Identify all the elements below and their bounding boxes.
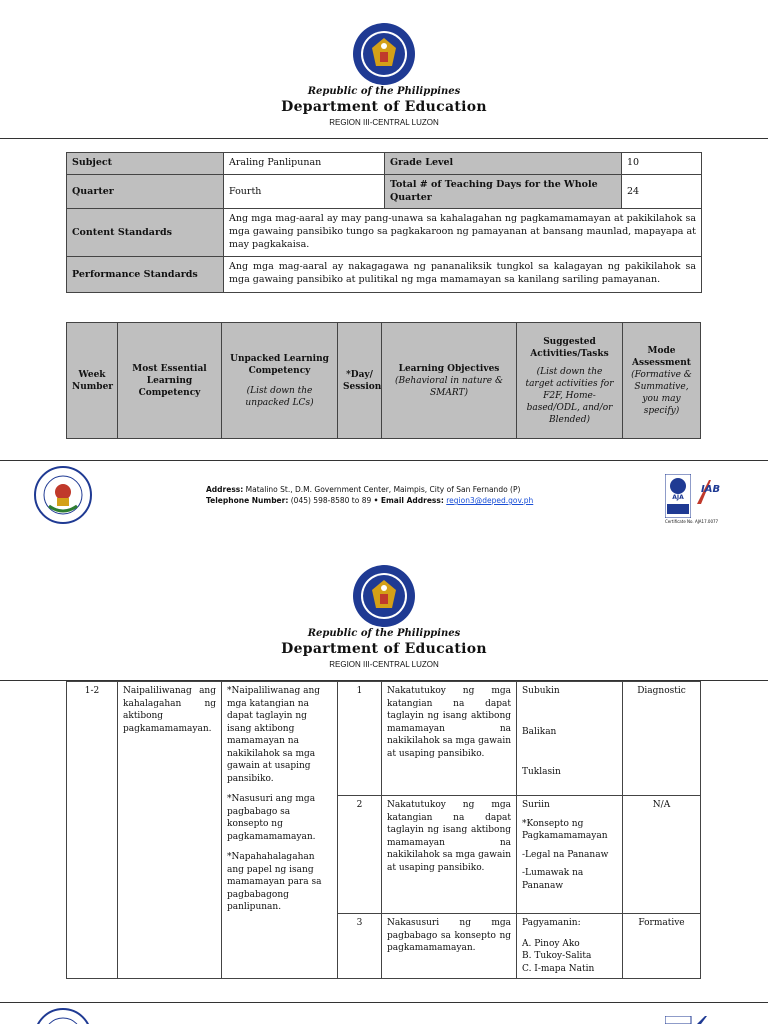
cert-logo-icon-2 [665, 1016, 727, 1024]
objective-3-cell: Nakasusuri ng mga pagbabago sa konsepto ng pagkamamamayan. [382, 914, 517, 979]
aja-label: AJA [672, 494, 684, 501]
col-unpacked [222, 323, 338, 439]
content-standards-value: Ang mga mag-aaral ay may pang-unawa sa kahalagahan ng pagkamamamayan at pakikilahok sa mga gawaing pansibiko tungo sa pagkakaroon ng pamayanan at bansang maunlad, mapayapa at may pagkakaisa. [224, 209, 702, 257]
col-unpacked-note: (List down the unpacked LCs) [245, 385, 314, 408]
email-label: Email Address: [380, 496, 444, 505]
day-1-cell: 1 [338, 682, 382, 796]
email-link[interactable]: region3@deped.gov.ph [446, 496, 534, 505]
melc-cell: Naipaliliwanag ang kahalagahan ng aktibong pagkamamamayan. [118, 682, 222, 979]
col-unpacked-title: Unpacked Learning Competency [230, 353, 329, 376]
col-activities-title: Suggested Activities/Tasks [530, 336, 609, 359]
days-label: Total # of Teaching Days for the Whole Quarter [385, 175, 622, 209]
address-label: Address: [206, 485, 244, 494]
day-3-cell: 3 [338, 914, 382, 979]
col-objectives-title: Learning Objectives [398, 363, 500, 374]
republic-text: Republic of the Philippines [307, 86, 461, 97]
activity-3b: A. Pinoy Ako [522, 938, 580, 949]
activity-1c: Tuklasin [522, 767, 561, 777]
phone-label: Telephone Number: [206, 496, 289, 505]
col-activities-note: (List down the target activities for F2F, Home-based/ODL, and/or Blended) [525, 366, 614, 425]
lesson-plan-table [66, 681, 701, 979]
footer-divider-2 [0, 1002, 768, 1003]
col-day: *Day/ Session [338, 323, 382, 439]
col-week: Week Number [67, 323, 118, 439]
unpacked-item-1: *Naipaliliwanag ang mga katangian na dapat taglayin ng isang aktibong mamamayan na nakikilahok sa mga gawain at usaping pansibiko. [227, 686, 321, 784]
activity-2b: *Konsepto ng Pagkamamamayan [522, 818, 608, 841]
deped-seal-icon-2 [352, 564, 416, 628]
activity-2a: Suriin [522, 800, 550, 810]
quarter-label: Quarter [67, 175, 224, 209]
header-divider [0, 138, 768, 139]
phone-value: (045) 598-8580 to 89 [290, 496, 372, 505]
region-seal-icon [34, 466, 92, 524]
mode-2-cell: N/A [623, 796, 701, 914]
region-text-2: REGION III-CENTRAL LUZON [329, 660, 439, 669]
quarter-value: Fourth [224, 175, 385, 209]
republic-text-2: Republic of the Philippines [307, 628, 461, 639]
department-title: Department of Education [281, 99, 487, 115]
activity-1a: Subukin [522, 686, 560, 696]
footer-address-block: Address: Matalino St., D.M. Government Center, Maimpis, City of San Fernando (P) Telephone Number: (045) 598-8580 to 89 • Email Address: region3@deped.gov.ph [206, 485, 534, 505]
activities-1-cell [517, 682, 623, 796]
col-mode-title: Mode Assessment [632, 345, 691, 368]
certification-logos [665, 474, 727, 526]
info-table [66, 152, 702, 293]
address-value: Matalino St., D.M. Government Center, Maimpis, City of San Fernando (P) [245, 485, 521, 494]
col-mode [623, 323, 701, 439]
activity-2c: -Legal na Pananaw [522, 849, 609, 860]
subject-label: Subject [67, 153, 224, 175]
department-title-2: Department of Education [281, 641, 487, 657]
mode-3-cell: Formative [623, 914, 701, 979]
col-mode-note: (Formative & Summative, you may specify) [631, 369, 692, 416]
activities-3-cell [517, 914, 623, 979]
grade-value: 10 [622, 153, 702, 175]
region-text: REGION III-CENTRAL LUZON [329, 118, 439, 127]
mode-1-cell: Diagnostic [623, 682, 701, 796]
activities-2-cell [517, 796, 623, 914]
activity-2d: -Lumawak na Pananaw [522, 868, 584, 891]
col-objectives [382, 323, 517, 439]
activity-3d: C. I-mapa Natin [522, 963, 595, 974]
activity-3c: B. Tukoy-Salita [522, 951, 592, 961]
unpacked-item-2: *Nasusuri ang mga pagbabago sa konsepto ng pagkamamamayan. [227, 794, 316, 842]
grade-label: Grade Level [385, 153, 622, 175]
activity-3a: Pagyamanin: [522, 918, 581, 928]
content-standards-label: Content Standards [67, 209, 224, 257]
col-melc: Most Essential Learning Competency [118, 323, 222, 439]
iab-logo-icon [695, 476, 725, 516]
performance-standards-value: Ang mga mag-aaral ay nakagagawa ng pananaliksik tungkol sa kalagayan ng pakikilahok sa mga gawaing pansibiko at pulitikal ng mga mamamayan sa kanilang sariling pamayanan. [224, 257, 702, 293]
region-seal-icon-2 [34, 1008, 92, 1024]
week-cell: 1-2 [67, 682, 118, 979]
performance-standards-label: Performance Standards [67, 257, 224, 293]
unpacked-cell [222, 682, 338, 979]
plan-header-table [66, 322, 701, 439]
unpacked-item-3: *Napahahalagahan ang papel ng isang mamamayan para sa pagbabagong panlipunan. [227, 852, 322, 912]
subject-value: Araling Panlipunan [224, 153, 385, 175]
cert-number: Certificate No. AJA17.0077 [665, 519, 719, 524]
day-2-cell: 2 [338, 796, 382, 914]
objective-1-cell: Nakatutukoy ng mga katangian na dapat taglayin ng isang aktibong mamamayan na nakikilahok sa mga gawain at usaping pansibiko. [382, 682, 517, 796]
iab-label: IAB [701, 484, 721, 495]
col-objectives-note: (Behavioral in nature & SMART) [394, 375, 503, 398]
activity-1b: Balikan [522, 726, 557, 737]
objective-2-cell: Nakatutukoy ng mga katangian na dapat taglayin ng isang aktibong mamamayan na nakikilahok sa mga gawain at usaping pansibiko. [382, 796, 517, 914]
deped-seal-icon [352, 22, 416, 86]
col-activities [517, 323, 623, 439]
days-value: 24 [622, 175, 702, 209]
footer-divider [0, 460, 768, 461]
